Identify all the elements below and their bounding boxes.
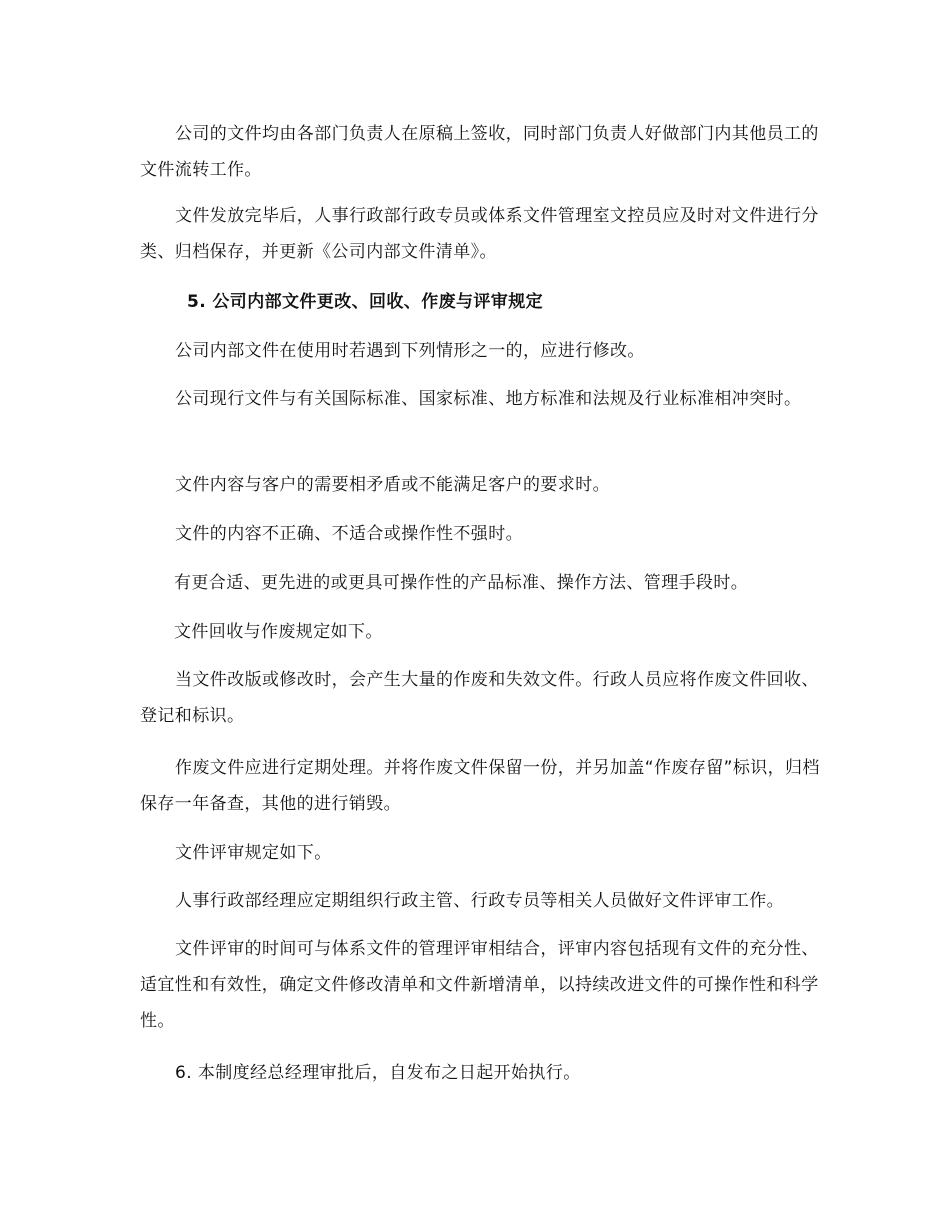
paragraph-review-rules: 文件评审规定如下。 xyxy=(175,843,332,863)
paragraph-review-organization: 人事行政部经理应定期组织行政主管、行政专员等相关人员做好文件评审工作。 xyxy=(175,891,784,911)
paragraph-customer-conflict: 文件内容与客户的需要相矛盾或不能满足客户的要求时。 xyxy=(175,475,610,495)
paragraph-standard-conflict: 公司现行文件与有关国际标准、国家标准、地方标准和法规及行业标准相冲突时。 xyxy=(175,389,802,409)
paragraph-review-content: 文件评审的时间可与体系文件的管理评审相结合，评审内容包括现有文件的充分性、适宜性和有效性，确定文件修改清单和文件新增清单，以持续改进文件的可操作性和科学性。 xyxy=(140,939,819,1031)
paragraph-recall-rules: 文件回收与作废规定如下。 xyxy=(174,622,383,642)
paragraph-modification-conditions: 公司内部文件在使用时若遇到下列情形之一的，应进行修改。 xyxy=(175,341,645,361)
paragraph-document-archive: 文件发放完毕后，人事行政部行政专员或体系文件管理室文控员应及时对文件进行分类、归档保存，并更新《公司内部文件清单》。 xyxy=(140,206,819,262)
paragraph-obsolete-files: 当文件改版或修改时，会产生大量的作废和失效文件。行政人员应将作废文件回收、登记和标识。 xyxy=(140,670,819,726)
paragraph-content-incorrect: 文件的内容不正确、不适合或操作性不强时。 xyxy=(175,524,523,544)
section-heading-5: 5. 公司内部文件更改、回收、作废与评审规定 xyxy=(187,292,544,312)
paragraph-better-methods: 有更合适、更先进的或更具可操作性的产品标准、操作方法、管理手段时。 xyxy=(174,573,749,593)
section-item-6: 6. 本制度经总经理审批后，自发布之日起开始执行。 xyxy=(175,1063,581,1083)
paragraph-obsolete-processing: 作废文件应进行定期处理。并将作废文件保留一份，并另加盖“作废存留”标识，归档保存一年备查，其他的进行销毁。 xyxy=(140,758,820,814)
paragraph-document-receipt: 公司的文件均由各部门负责人在原稿上签收，同时部门负责人好做部门内其他员工的文件流转工作。 xyxy=(140,124,819,180)
